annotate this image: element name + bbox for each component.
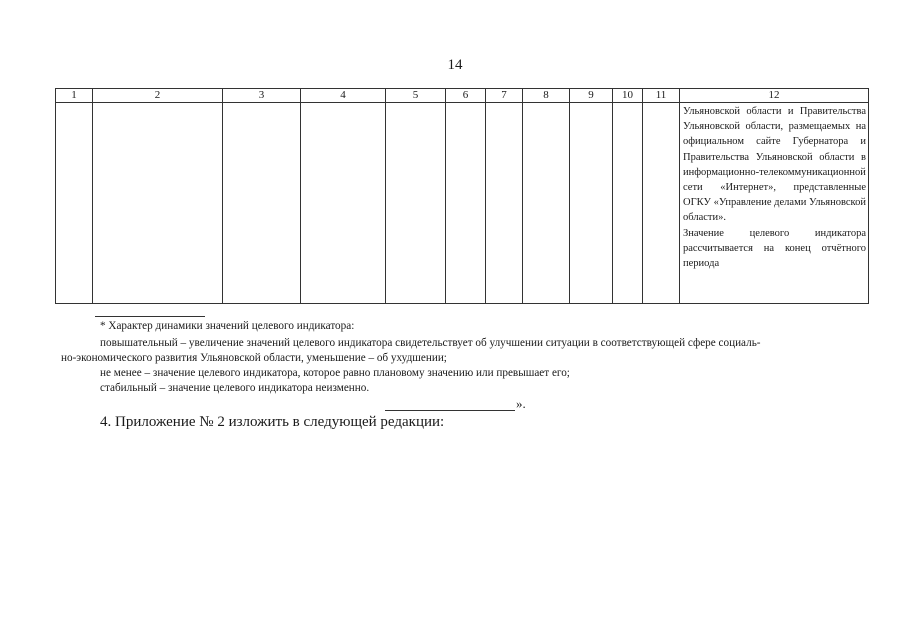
table-cell: [386, 103, 446, 304]
footnote-line: стабильный – значение целевого индикатора неизменно.: [100, 382, 370, 394]
closing-underline: [385, 410, 515, 411]
table-cell: [523, 103, 570, 304]
table-cell: [301, 103, 386, 304]
column-header: 11: [643, 89, 680, 103]
column-header: 1: [56, 89, 93, 103]
table-cell: [486, 103, 523, 304]
table-header-row: [56, 89, 869, 103]
table-cell: [613, 103, 643, 304]
column-header: 8: [523, 89, 570, 103]
table-row: [56, 103, 869, 304]
footnote-line: повышательный – увеличение значений целевого индикатора свидетельствует об улучшении ситуации в соответствующей сфере социаль-: [100, 337, 761, 349]
column-header: 10: [613, 89, 643, 103]
page-number: 14: [447, 57, 463, 73]
column-header: 9: [570, 89, 613, 103]
footnote-title: * Характер динамики значений целевого индикатора:: [100, 320, 355, 332]
table-cell: [56, 103, 93, 304]
closing-quote: ».: [516, 396, 526, 411]
table-cell: [223, 103, 301, 304]
column-header: 7: [486, 89, 523, 103]
footnote-divider: [95, 316, 205, 317]
item-4-heading: 4. Приложение № 2 изложить в следующей редакции:: [100, 414, 445, 430]
table-cell: [93, 103, 223, 304]
column-header: 5: [386, 89, 446, 103]
column-header: 4: [301, 89, 386, 103]
col12-paragraph: Ульяновской области и Правительства Ульяновской области, размещаемых на официальном сайте Губернатора и Правительства Ульяновской области в информационно-телекоммуникационной сети «Интернет», представленные ОГКУ «Управление делами Ульяновской области».: [683, 106, 866, 224]
col12-paragraph: Значение целевого индикатора рассчитывается на конец отчётного периода: [683, 227, 866, 270]
column-header: 12: [680, 89, 869, 103]
footnote-line: не менее – значение целевого индикатора, которое равно плановому значению или превышает его;: [100, 367, 570, 379]
table-cell: [643, 103, 680, 304]
table-cell: [570, 103, 613, 304]
table-cell-col12: [680, 103, 869, 304]
column-header: 2: [93, 89, 223, 103]
column-header: 3: [223, 89, 301, 103]
footnote-line: но-экономического развития Ульяновской области, уменьшение – об ухудшении;: [61, 352, 447, 364]
column-header: 6: [446, 89, 486, 103]
indicator-table: [55, 88, 869, 304]
table-cell: [446, 103, 486, 304]
